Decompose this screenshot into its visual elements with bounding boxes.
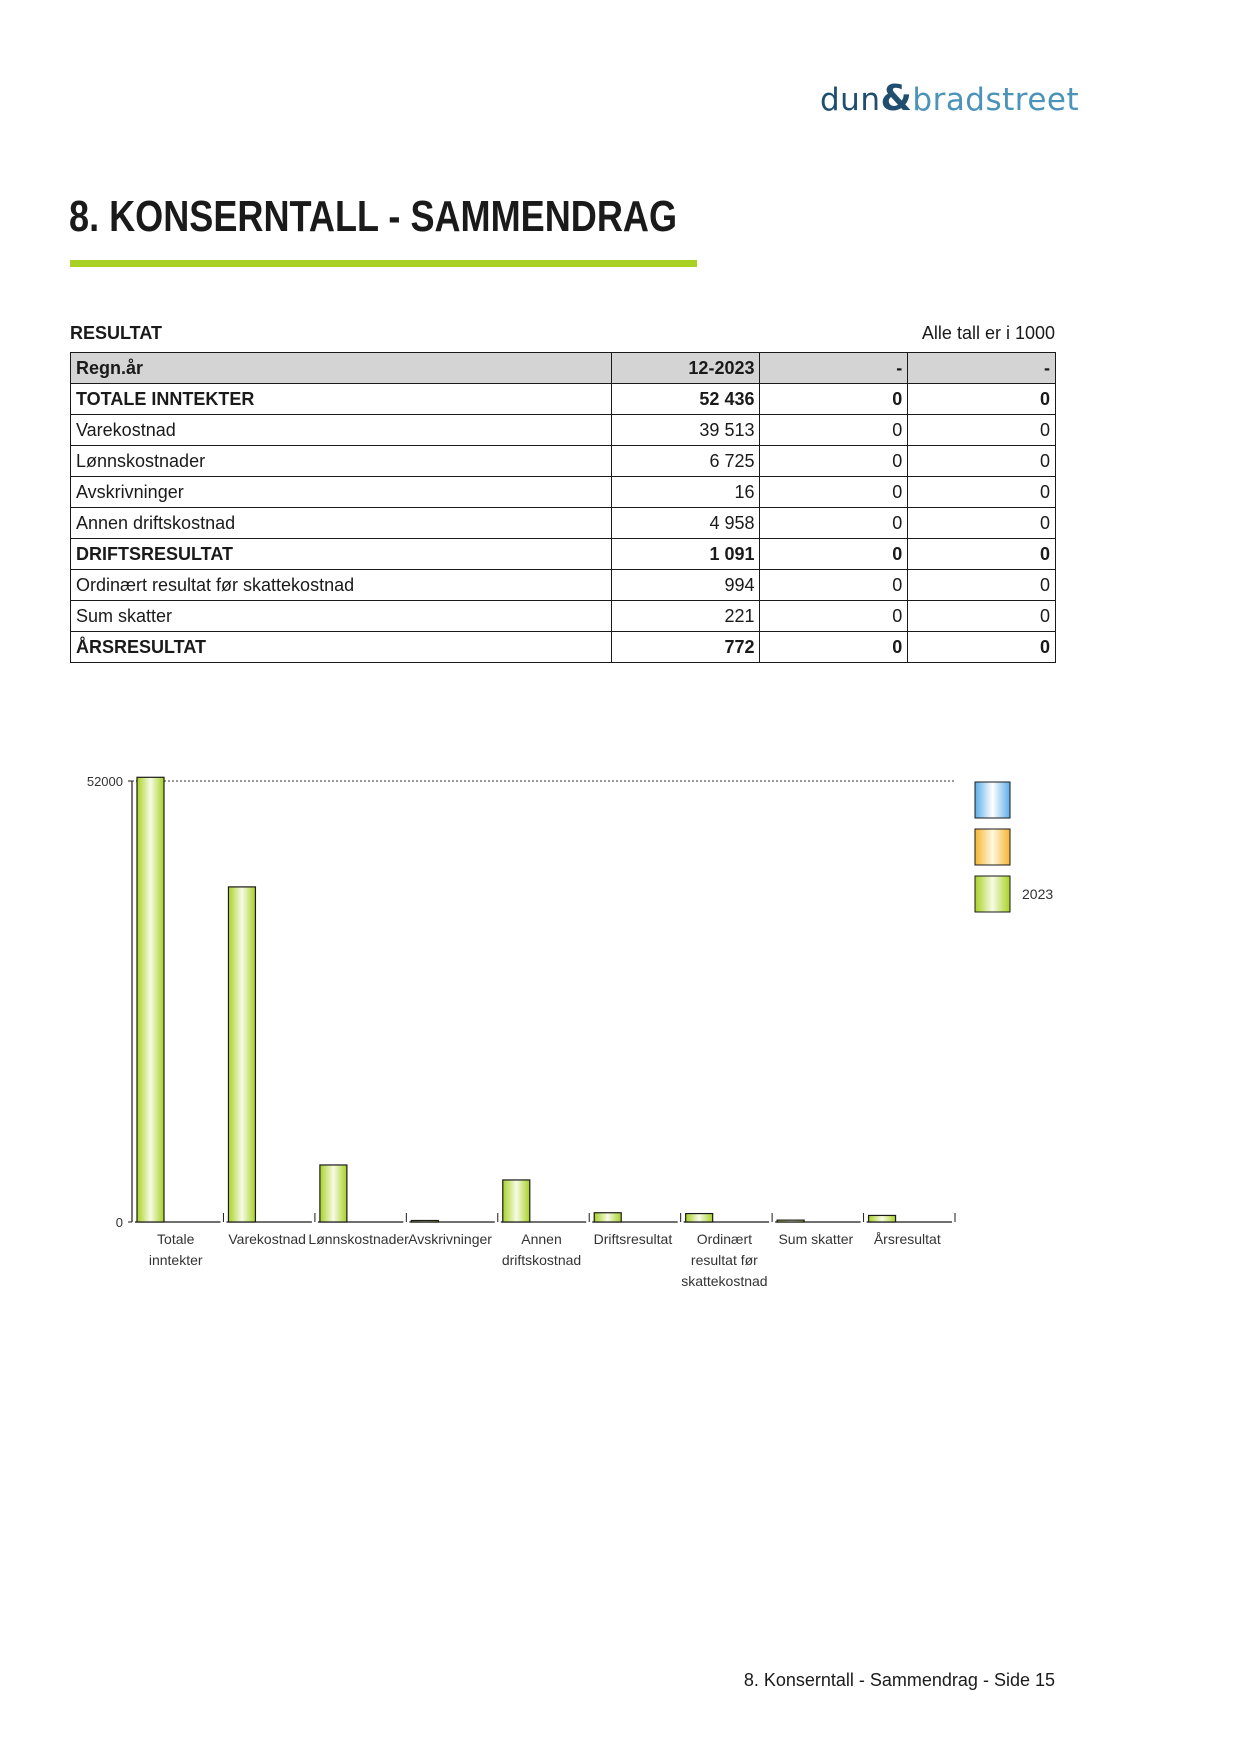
row-value: 39 513 bbox=[611, 415, 760, 446]
row-label: TOTALE INNTEKTER bbox=[71, 384, 612, 415]
row-value: 221 bbox=[611, 601, 760, 632]
title-underline bbox=[70, 260, 697, 267]
row-value: 0 bbox=[908, 446, 1056, 477]
x-category-label: Ordinært bbox=[696, 1231, 753, 1247]
table-row bbox=[71, 446, 1056, 477]
logo-text-bradstreet: bradstreet bbox=[912, 82, 1080, 118]
legend-label: 2023 bbox=[1022, 886, 1054, 902]
header-cell: - bbox=[908, 353, 1056, 384]
row-value: 1 091 bbox=[611, 539, 760, 570]
row-value: 0 bbox=[760, 508, 908, 539]
unit-note: Alle tall er i 1000 bbox=[921, 323, 1055, 343]
bar bbox=[137, 777, 164, 1222]
x-category-label: resultat før bbox=[690, 1252, 758, 1268]
header-cell: Regn.år bbox=[71, 353, 612, 384]
x-category-label: skattekostnad bbox=[681, 1273, 768, 1289]
row-label: Varekostnad bbox=[71, 415, 612, 446]
row-label: Sum skatter bbox=[71, 601, 612, 632]
page-footer: 8. Konserntall - Sammendrag - Side 15 bbox=[743, 1670, 1055, 1690]
row-value: 0 bbox=[908, 570, 1056, 601]
row-label: Annen driftskostnad bbox=[71, 508, 612, 539]
row-label: Avskrivninger bbox=[71, 477, 612, 508]
bar bbox=[686, 1214, 713, 1222]
legend-swatch bbox=[975, 876, 1010, 912]
table-row bbox=[71, 570, 1056, 601]
row-value: 6 725 bbox=[611, 446, 760, 477]
row-value: 0 bbox=[760, 539, 908, 570]
row-value: 0 bbox=[760, 477, 908, 508]
table-row bbox=[71, 601, 1056, 632]
table-row bbox=[71, 415, 1056, 446]
row-value: 0 bbox=[908, 415, 1056, 446]
row-value: 0 bbox=[760, 632, 908, 663]
row-value: 52 436 bbox=[611, 384, 760, 415]
header-cell: 12-2023 bbox=[611, 353, 760, 384]
row-value: 0 bbox=[760, 415, 908, 446]
table-header-row bbox=[71, 353, 1056, 384]
row-value: 0 bbox=[908, 384, 1056, 415]
header-cell: - bbox=[760, 353, 908, 384]
y-tick-label: 0 bbox=[115, 1215, 123, 1230]
table-row bbox=[71, 477, 1056, 508]
row-value: 0 bbox=[760, 601, 908, 632]
row-value: 994 bbox=[611, 570, 760, 601]
bar bbox=[594, 1213, 621, 1222]
section-label: RESULTAT bbox=[70, 323, 162, 343]
bar bbox=[503, 1180, 530, 1222]
dun-bradstreet-logo bbox=[820, 78, 1079, 119]
legend-swatch bbox=[975, 782, 1010, 818]
y-tick-label: 52000 bbox=[86, 774, 123, 789]
x-category-label: Sum skatter bbox=[778, 1231, 854, 1247]
row-value: 0 bbox=[908, 477, 1056, 508]
row-value: 0 bbox=[760, 570, 908, 601]
row-label: Lønnskostnader bbox=[71, 446, 612, 477]
result-table bbox=[70, 352, 1056, 663]
table-row bbox=[71, 508, 1056, 539]
x-category-label: Annen bbox=[521, 1231, 562, 1247]
row-value: 0 bbox=[760, 446, 908, 477]
logo-text-dun: dun bbox=[820, 82, 881, 118]
bar bbox=[411, 1221, 438, 1223]
x-category-label: Lønnskostnader bbox=[308, 1231, 409, 1247]
table-row bbox=[71, 632, 1056, 663]
x-category-label: Avskrivninger bbox=[408, 1231, 492, 1247]
x-category-label: Varekostnad bbox=[228, 1231, 306, 1247]
bar bbox=[777, 1220, 804, 1222]
x-category-label: driftskostnad bbox=[501, 1252, 582, 1268]
row-value: 0 bbox=[908, 632, 1056, 663]
logo-ampersand: & bbox=[880, 78, 913, 119]
legend-swatch bbox=[975, 829, 1010, 865]
row-value: 4 958 bbox=[611, 508, 760, 539]
table-row bbox=[71, 384, 1056, 415]
x-category-label: Driftsresultat bbox=[593, 1231, 673, 1247]
x-category-label: inntekter bbox=[148, 1252, 203, 1268]
row-value: 772 bbox=[611, 632, 760, 663]
row-label: Ordinært resultat før skattekostnad bbox=[71, 570, 612, 601]
row-value: 0 bbox=[908, 601, 1056, 632]
bar bbox=[320, 1165, 347, 1222]
row-value: 16 bbox=[611, 477, 760, 508]
row-label: DRIFTSRESULTAT bbox=[71, 539, 612, 570]
row-value: 0 bbox=[908, 508, 1056, 539]
row-value: 0 bbox=[760, 384, 908, 415]
bar bbox=[228, 887, 255, 1222]
row-value: 0 bbox=[908, 539, 1056, 570]
page-title: 8. KONSERNTALL - SAMMENDRAG bbox=[69, 192, 678, 241]
x-category-label: Årsresultat bbox=[873, 1231, 941, 1247]
row-label: ÅRSRESULTAT bbox=[71, 632, 612, 663]
bar-chart bbox=[0, 760, 1241, 1320]
table-row bbox=[71, 539, 1056, 570]
x-category-label: Totale bbox=[157, 1231, 195, 1247]
bar bbox=[869, 1215, 896, 1222]
